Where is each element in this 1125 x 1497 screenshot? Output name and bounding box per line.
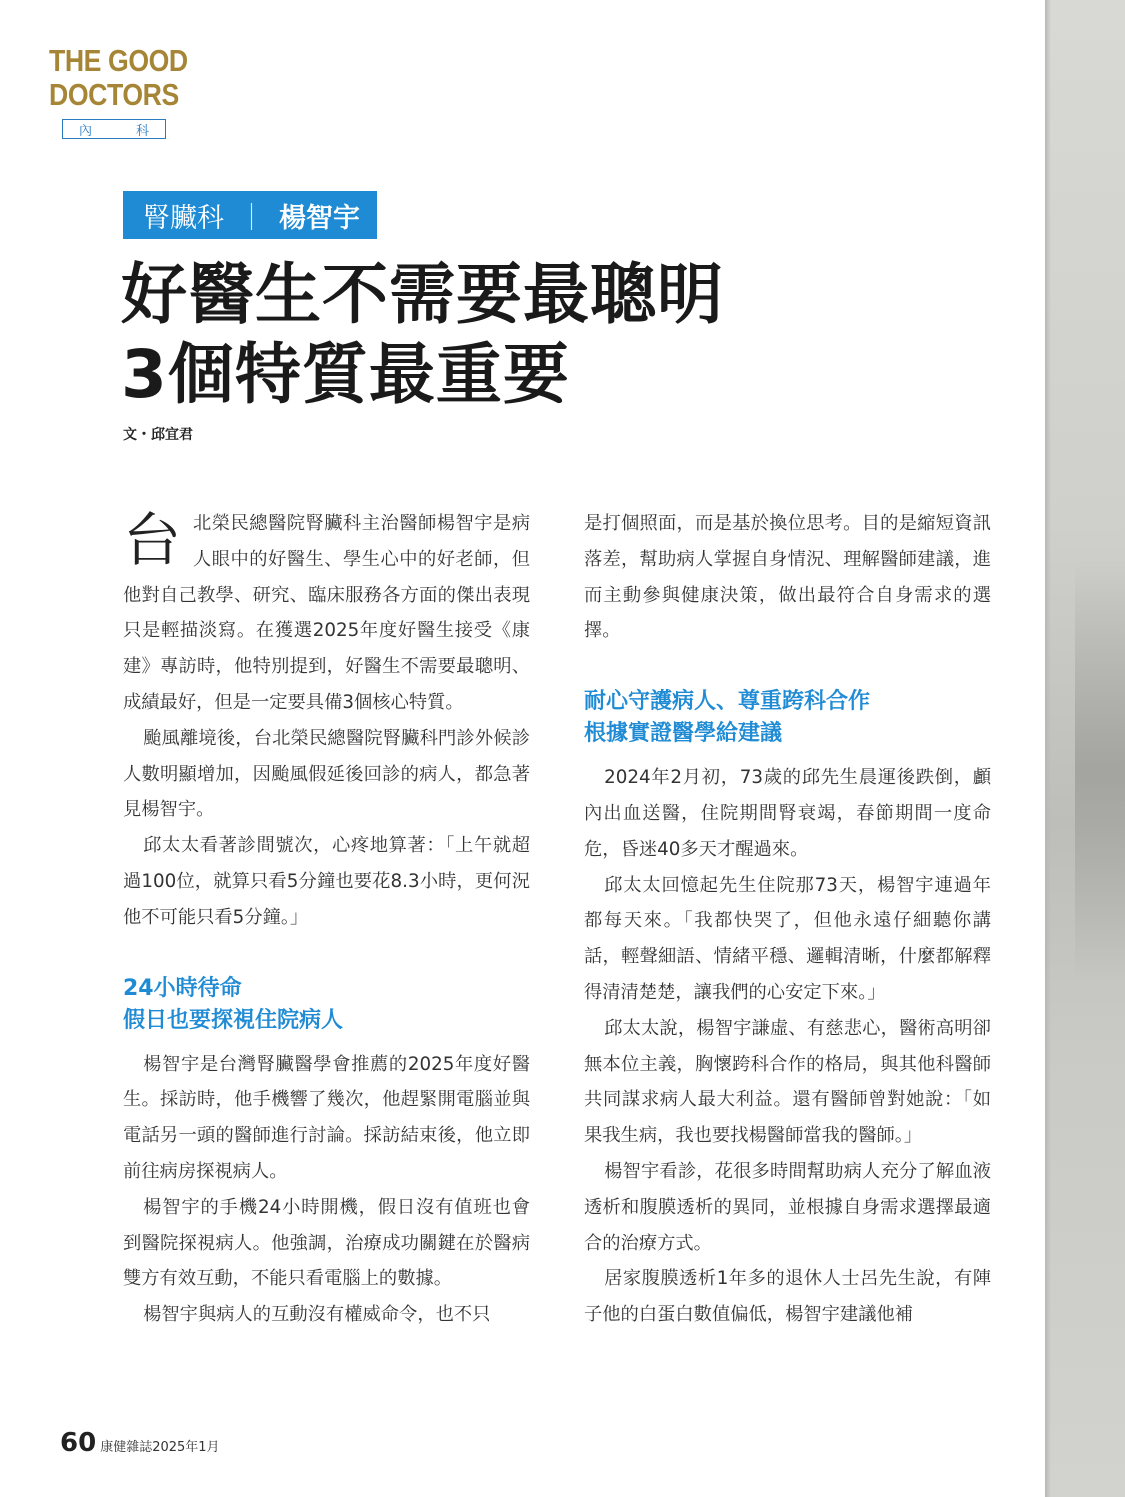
intro-text: 北榮民總醫院腎臟科主治醫師楊智宇是病人眼中的好醫生、學生心中的好老師，但他對自己教學、研究、臨床服務各方面的傑出表現只是輕描淡寫。在獲選2025年度好醫生接受《康建》專訪時，他特別提到，好醫生不需要最聰明、成績最好，但是一定要具備3個核心特質。 [123, 513, 530, 713]
brand-logo [49, 44, 210, 112]
right-column [584, 506, 991, 1333]
doctor-name: 楊智宇 [279, 202, 360, 234]
paragraph: 颱風離境後，台北榮民總醫院腎臟科門診外候診人數明顯增加，因颱風假延後回診的病人，都急著見楊智宇。 [123, 727, 530, 821]
spacer [123, 1037, 530, 1047]
byline: 文・邱宜君 [123, 427, 193, 443]
paragraph: 楊智宇與病人的互動沒有權威命令，也不只 [143, 1304, 491, 1326]
subheading [123, 973, 530, 1037]
headline-line-2: 3個特質最重要 [121, 336, 570, 413]
paragraph: 居家腹膜透析1年多的退休人士呂先生說，有陣子他的白蛋白數值偏低，楊智宇建議他補 [584, 1268, 991, 1326]
paragraph: 是打個照面，而是基於換位思考。目的是縮短資訊落差，幫助病人掌握自身情況、理解醫師建議，進而主動參與健康決策，做出最符合自身需求的選擇。 [584, 513, 991, 642]
department-name: 腎臟科 [143, 202, 224, 234]
paragraph: 邱太太說，楊智宇謙虛、有慈悲心，醫術高明卻無本位主義，胸懷跨科合作的格局，與其他科醫師共同謀求病人最大利益。還有醫師曾對她說：「如果我生病，我也要找楊醫師當我的醫師。」 [584, 1017, 991, 1147]
publication-info: 康健雜誌2025年1月 [100, 1440, 220, 1455]
section-label-left: 內 [79, 123, 93, 139]
paragraph: 邱太太看著診間號次，心疼地算著：「上午就超過100位，就算只看5分鐘也要花8.3小時，更何況他不可能只看5分鐘。」 [123, 835, 530, 928]
subheading-line-1: 耐心守護病人、尊重跨科合作 [584, 689, 871, 715]
intro-paragraph [123, 506, 530, 721]
paragraph: 邱太太回憶起先生住院那73天，楊智宇連過年都每天來。「我都快哭了，但他永遠仔細聽你講話，輕聲細語、情緒平穩、邏輯清晰，什麼都解釋得清清楚楚，讓我們的心安定下來。」 [584, 874, 991, 1003]
headline-line-1: 好醫生不需要最聰明 [121, 256, 724, 333]
article-headline [121, 255, 724, 415]
spacer [584, 750, 991, 760]
spacer [584, 649, 991, 686]
subheading-line-2: 根據實證醫學給建議 [584, 721, 783, 747]
spacer [123, 936, 530, 973]
page-number: 60 [60, 1428, 97, 1458]
paragraph: 楊智宇看診，花很多時間幫助病人充分了解血液透析和腹膜透析的異同，並根據自身需求選擇最適合的治療方式。 [584, 1160, 991, 1254]
brand-line-1: THE GOOD [49, 43, 188, 78]
page-footer [60, 1428, 220, 1458]
paragraph: 楊智宇的手機24小時開機，假日沒有值班也會到醫院探視病人。他強調，治療成功關鍵在於醫病雙方有效互動，不能只看電腦上的數據。 [123, 1196, 530, 1290]
section-label-right: 科 [135, 123, 149, 139]
tag-separator: ｜ [238, 202, 265, 234]
subheading-line-1: 24小時待命 [123, 975, 242, 1001]
brand-line-2: DOCTORS [49, 77, 179, 112]
section-label [62, 119, 166, 139]
department-tag [123, 191, 377, 239]
left-column [123, 506, 530, 1333]
paragraph: 2024年2月初，73歲的邱先生晨運後跌倒，顱內出血送醫，住院期間腎衰竭，春節期間一度命危，昏迷40多天才醒過來。 [584, 767, 991, 860]
subheading [584, 686, 991, 750]
side-photo-strip [1045, 0, 1125, 1497]
paragraph: 楊智宇是台灣腎臟醫學會推薦的2025年度好醫生。採訪時，他手機響了幾次，他趕緊開電腦並與電話另一頭的醫師進行討論。採訪結束後，他立即前往病房探視病人。 [123, 1053, 530, 1182]
dropcap: 台 [123, 506, 182, 574]
subheading-line-2: 假日也要探視住院病人 [123, 1007, 344, 1033]
